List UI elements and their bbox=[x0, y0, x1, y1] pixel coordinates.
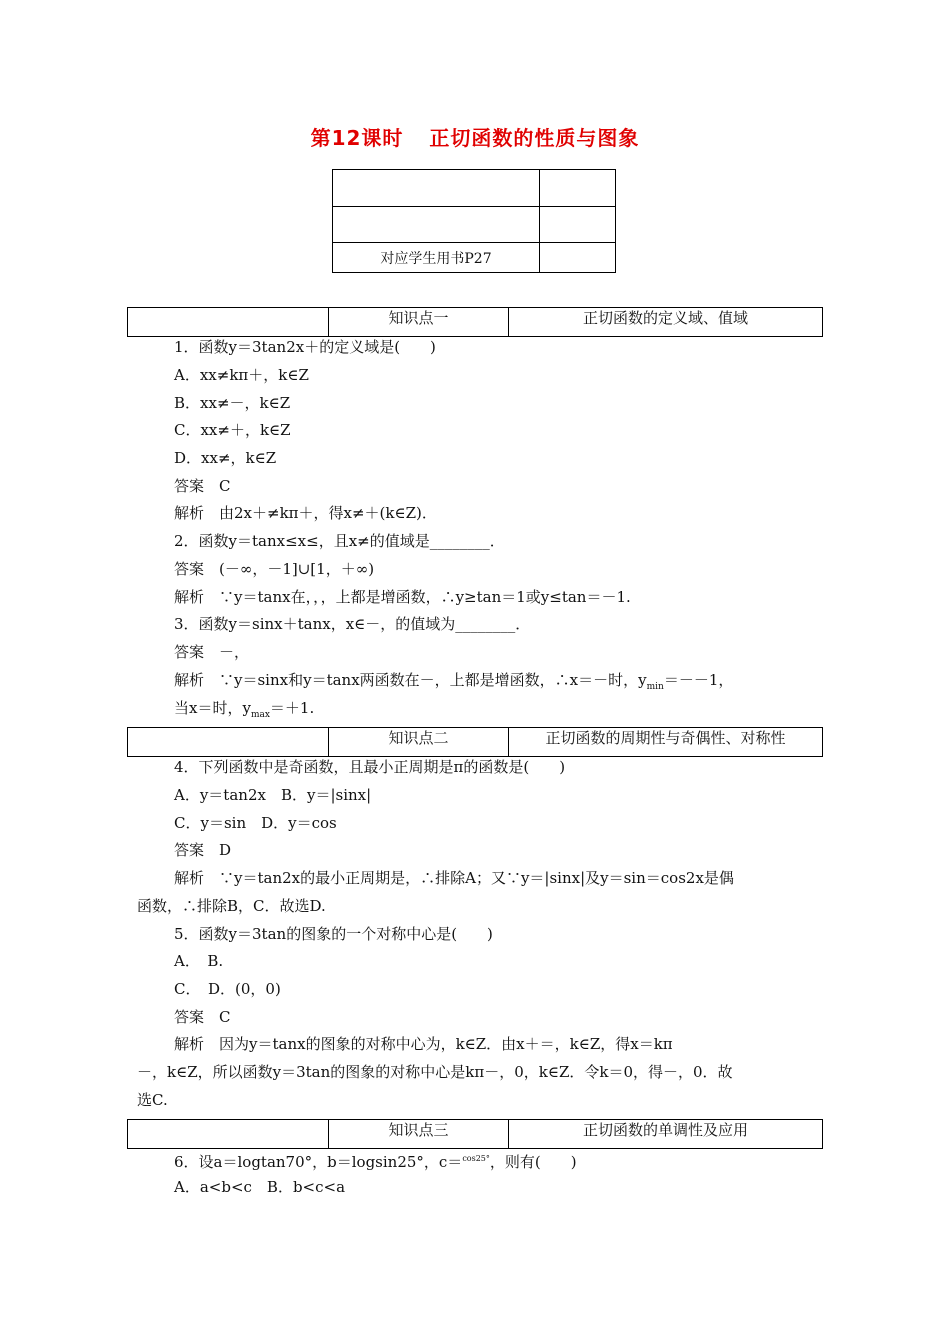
meta-cell bbox=[333, 170, 540, 207]
explanation-cont: 函数，∴排除B，C．故选D. bbox=[137, 897, 326, 915]
options-cd: C． D．(0，0) bbox=[174, 980, 281, 998]
options-cd: C．y＝sin D．y＝cos bbox=[174, 814, 337, 832]
option-c: C．xx≠＋，k∈Z bbox=[174, 421, 291, 439]
explanation-cont: －，k∈Z，所以函数y＝3tan的图象的对称中心是kπ－，0，k∈Z．令k＝0，得－，0．故 bbox=[137, 1063, 733, 1081]
meta-cell bbox=[540, 243, 616, 273]
page-title: 第12课时 正切函数的性质与图象 bbox=[310, 126, 640, 150]
option-b: B．xx≠－，k∈Z bbox=[174, 394, 291, 412]
answer: 答案 C bbox=[174, 1008, 231, 1026]
explanation: 解析 由2x＋≠kπ＋，得x≠＋(k∈Z)． bbox=[174, 504, 437, 522]
meta-cell bbox=[540, 207, 616, 243]
section-header-3 bbox=[127, 1119, 823, 1149]
question-3: 3．函数y＝sinx＋tanx，x∈－，的值域为________． bbox=[174, 615, 531, 633]
question-1: 1．函数y＝3tan2x＋的定义域是( ) bbox=[174, 338, 436, 356]
explanation-cont: 选C. bbox=[137, 1091, 168, 1109]
explanation: 解析 因为y＝tanx的图象的对称中心为，k∈Z．由x＋＝，k∈Z，得x＝kπ bbox=[174, 1035, 673, 1053]
meta-cell bbox=[540, 170, 616, 207]
section-topic: 正切函数的单调性及应用 bbox=[582, 1121, 748, 1139]
answer: 答案 C bbox=[174, 477, 231, 495]
meta-table bbox=[332, 169, 616, 273]
option-a: A．xx≠kπ＋，k∈Z bbox=[174, 366, 309, 384]
explanation: 解析 ∵y＝tanx在，，，上都是增函数，∴y≥tan＝1或y≤tan＝－1. bbox=[174, 588, 631, 606]
option-d: D．xx≠，k∈Z bbox=[174, 449, 277, 467]
answer: 答案 (－∞，－1]∪[1，＋∞) bbox=[174, 560, 375, 578]
explanation: 解析 ∵y＝tan2x的最小正周期是，∴排除A；又∵y＝|sinx|及y＝sin＝cos2x是偶 bbox=[174, 869, 734, 887]
options-ab: A．a<b<c B．b<c<a bbox=[174, 1178, 346, 1196]
section-topic: 正切函数的定义域、值域 bbox=[582, 309, 748, 327]
options-ab: A．y＝tan2x B．y＝|sinx| bbox=[174, 786, 372, 804]
explanation: 解析 ∵y＝sinx和y＝tanx两函数在－，上都是增函数，∴x＝－时，$y_{min}=--1$， bbox=[174, 671, 734, 692]
question-6: 6．设a＝logtan70°，b＝logsin25°，c＝$^{cos25^\circ}$，则有( ) bbox=[174, 1153, 577, 1171]
section-topic: 正切函数的周期性与奇偶性、对称性 bbox=[545, 729, 786, 747]
question-5: 5．函数y＝3tan的图象的一个对称中心是( ) bbox=[174, 925, 493, 943]
answer: 答案 －， bbox=[174, 643, 250, 661]
section-label: 知识点三 bbox=[329, 1120, 509, 1148]
section-header-2 bbox=[127, 727, 823, 757]
question-2: 2．函数y＝tanx≤x≤，且x≠的值域是________． bbox=[174, 532, 505, 550]
explanation-cont: 当x＝时，$y_{max}=+1$. bbox=[174, 699, 315, 720]
question-4: 4．下列函数中是奇函数，且最小正周期是π的函数是( ) bbox=[174, 758, 566, 776]
meta-cell bbox=[333, 207, 540, 243]
section-label: 知识点二 bbox=[329, 728, 509, 756]
options-ab: A． B. bbox=[174, 952, 224, 970]
answer: 答案 D bbox=[174, 841, 232, 859]
section-header-1 bbox=[127, 307, 823, 337]
meta-book-ref: 对应学生用书P27 bbox=[333, 243, 540, 273]
section-label: 知识点一 bbox=[329, 308, 509, 336]
